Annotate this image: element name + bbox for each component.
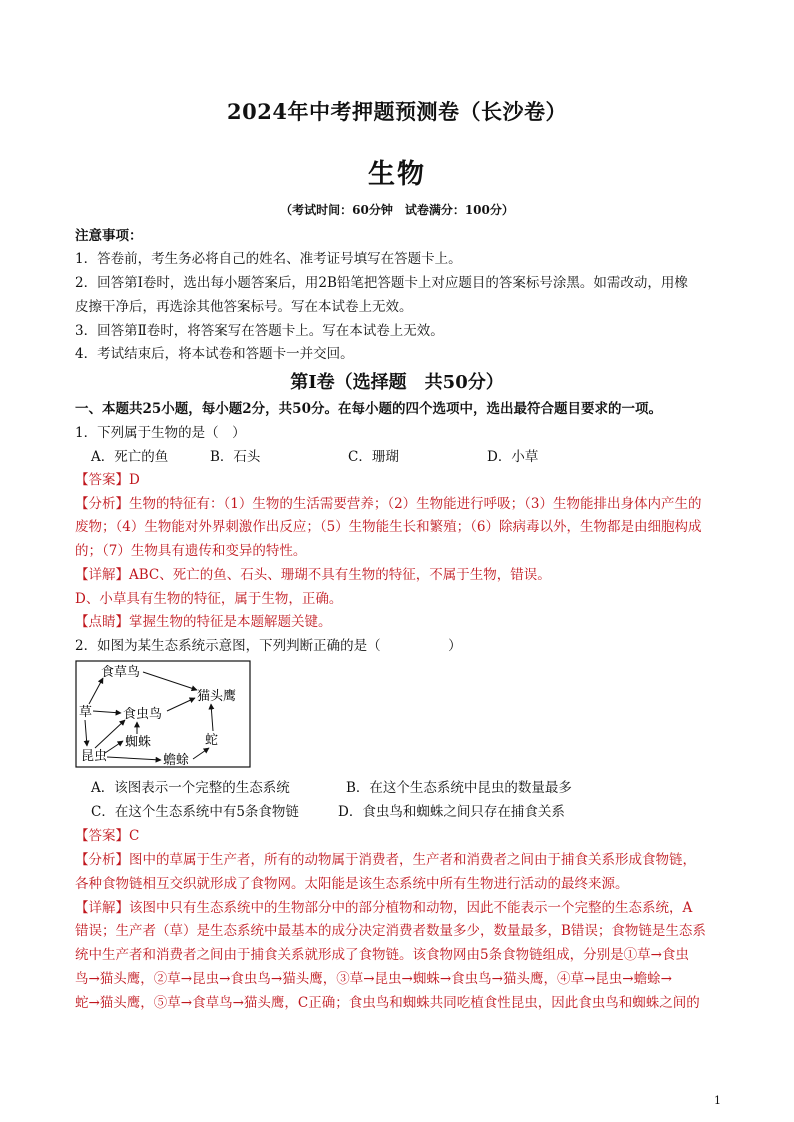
arrow-insect-spider (105, 741, 123, 753)
q1-option-b: B．石头 (210, 449, 261, 465)
q1-option-a: A．死亡的鱼 (91, 449, 169, 465)
q2-stem: 2．如图为某生态系统示意图，下列判断正确的是（ ） (75, 638, 462, 654)
page-number: 1 (714, 1094, 721, 1107)
q2-detail-line: 蛇→猫头鹰，⑤草→食草鸟→猫头鹰，C正确；食虫鸟和蜘蛛共同吃植食性昆虫，因此食虫鸟和蜘蛛之间的 (75, 995, 700, 1011)
q2-analysis-line: 【分析】图中的草属于生产者，所有的动物属于消费者，生产者和消费者之间由于捕食关系形成食物链， (75, 852, 696, 868)
subject-title: 生物 (368, 159, 426, 190)
q1-tip: 【点睛】掌握生物的特征是本题解题关键。 (75, 614, 332, 630)
arrow-snake-owl (211, 704, 213, 731)
q2-detail-line: 统中生产者和消费者之间由于捕食关系就形成了食物链。该食物网由5条食物链组成，分别是①草→食虫 (75, 947, 689, 963)
q1-detail-line: 【详解】ABC、死亡的鱼、石头、珊瑚不具有生物的特征，不属于生物，错误。 (75, 567, 551, 583)
note-item: 4．考试结束后，将本试卷和答题卡一并交回。 (75, 346, 354, 362)
q1-option-c: C．珊瑚 (348, 449, 399, 465)
section-instruction: 一、本题共25小题，每小题2分，共50分。在每小题的四个选项中，选出最符合题目要求的一项。 (75, 401, 662, 417)
q1-analysis-line: 【分析】生物的特征有：（1）生物的生活需要营养；（2）生物能进行呼吸；（3）生物能排出身体内产生的 (75, 496, 702, 512)
arrow-insect-insectbird (95, 720, 125, 748)
node-seed-bird: 食草鸟 (101, 665, 141, 680)
q1-option-d: D．小草 (487, 449, 539, 465)
note-item: 2．回答第Ⅰ卷时，选出每小题答案后，用2B铅笔把答题卡上对应题目的答案标号涂黑。如需改动，用橡 (75, 275, 688, 291)
exam-info: （考试时间：60分钟 试卷满分：100分） (280, 203, 514, 217)
q2-option-b: B．在这个生态系统中昆虫的数量最多 (346, 780, 572, 796)
node-owl: 猫头鹰 (197, 689, 237, 704)
section-title: 第Ⅰ卷（选择题 共50分） (290, 372, 504, 393)
node-insect-bird: 食虫鸟 (123, 707, 163, 722)
food-web-diagram (75, 660, 251, 768)
note-item: 皮擦干净后，再选涂其他答案标号。写在本试卷上无效。 (75, 299, 413, 315)
q2-analysis-line: 各种食物链相互交织就形成了食物网。太阳能是该生态系统中所有生物进行活动的最终来源。 (75, 876, 629, 892)
q2-answer: 【答案】C (75, 828, 140, 844)
arrow-insectbird-owl (167, 698, 195, 711)
node-insect: 昆虫 (81, 749, 108, 764)
q1-detail-line: D、小草具有生物的特征，属于生物，正确。 (75, 591, 343, 607)
q1-analysis-line: 的；（7）生物具有遗传和变异的特性。 (75, 543, 307, 559)
arrow-grass-insectbird (93, 711, 121, 713)
note-item: 1．答卷前，考生务必将自己的姓名、准考证号填写在答题卡上。 (75, 251, 462, 267)
node-grass: 草 (79, 705, 93, 720)
q2-option-d: D．食虫鸟和蜘蛛之间只存在捕食关系 (338, 804, 565, 820)
q2-option-c: C．在这个生态系统中有5条食物链 (91, 804, 299, 820)
arrow-seedbird-owl (143, 672, 197, 690)
arrow-grass-insect (85, 720, 87, 746)
arrow-grass-seedbird (89, 678, 103, 704)
q1-analysis-line: 废物；（4）生物能对外界刺激作出反应；（5）生物能生长和繁殖；（6）除病毒以外，生物都是由细胞构成 (75, 519, 702, 535)
notes-heading: 注意事项： (75, 228, 143, 244)
arrow-toad-snake (193, 748, 209, 759)
q2-detail-line: 错误；生产者（草）是生态系统中最基本的成分决定消费者数量多少，数量最多，B错误；食物链是生态系 (75, 923, 706, 939)
node-toad: 蟾蜍 (163, 753, 190, 768)
node-spider: 蜘蛛 (125, 735, 152, 750)
q2-option-a: A．该图表示一个完整的生态系统 (91, 780, 290, 796)
q2-detail-line: 鸟→猫头鹰，②草→昆虫→食虫鸟→猫头鹰，③草→昆虫→蜘蛛→食虫鸟→猫头鹰，④草→昆虫→蟾蜍→ (75, 971, 672, 987)
node-snake: 蛇 (205, 733, 219, 748)
q1-answer: 【答案】D (75, 472, 140, 488)
arrow-insect-toad (107, 757, 161, 760)
exam-title: 2024年中考押题预测卷（长沙卷） (227, 99, 567, 124)
q1-stem: 1．下列属于生物的是（ ） (75, 425, 246, 441)
q2-detail-line: 【详解】该图中只有生态系统中的生物部分中的部分植物和动物，因此不能表示一个完整的生态系统，A (75, 900, 693, 916)
note-item: 3．回答第Ⅱ卷时，将答案写在答题卡上。写在本试卷上无效。 (75, 323, 444, 339)
